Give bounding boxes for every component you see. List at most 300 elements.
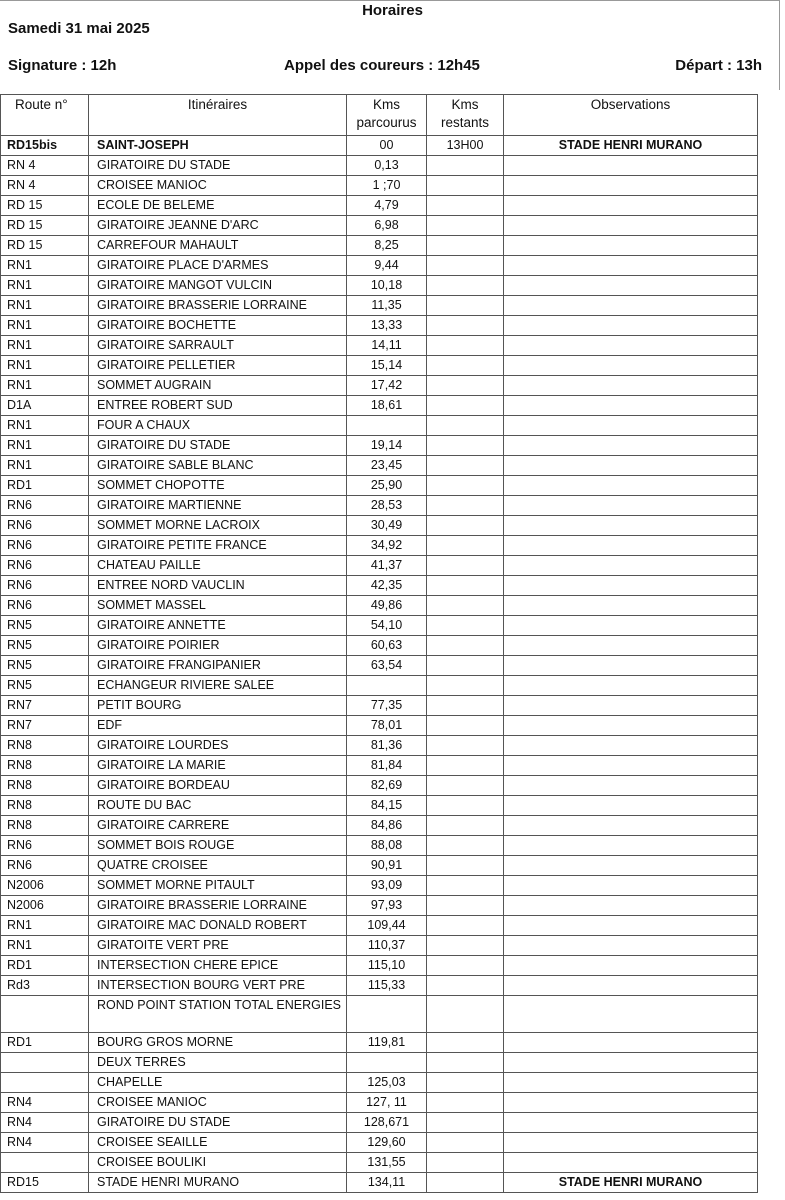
observations-cell — [504, 716, 758, 736]
table-row — [1, 456, 758, 476]
kms-restants-cell — [427, 456, 504, 476]
kms-restants-cell — [427, 156, 504, 176]
kms-restants-cell — [427, 436, 504, 456]
route-cell: RN6 — [1, 836, 89, 856]
observations-cell — [504, 176, 758, 196]
table-row — [1, 1133, 758, 1153]
observations-cell — [504, 656, 758, 676]
table-row — [1, 1053, 758, 1073]
kms-restants-cell — [427, 1033, 504, 1053]
itinerary-cell: GIRATOITE VERT PRE — [89, 936, 347, 956]
kms-restants-cell — [427, 636, 504, 656]
kms-restants-cell — [427, 196, 504, 216]
observations-cell — [504, 576, 758, 596]
observations-cell — [504, 276, 758, 296]
observations-cell — [504, 256, 758, 276]
kms-parcourus-cell: 49,86 — [347, 596, 427, 616]
table-row — [1, 476, 758, 496]
kms-restants-cell — [427, 736, 504, 756]
observations-cell — [504, 536, 758, 556]
route-cell: RN8 — [1, 736, 89, 756]
table-row — [1, 336, 758, 356]
observations-cell — [504, 316, 758, 336]
itinerary-cell: GIRATOIRE BOCHETTE — [89, 316, 347, 336]
itinerary-cell: SOMMET MORNE PITAULT — [89, 876, 347, 896]
table-row — [1, 1073, 758, 1093]
observations-cell — [504, 216, 758, 236]
kms-parcourus-cell: 63,54 — [347, 656, 427, 676]
observations-cell — [504, 1053, 758, 1073]
route-cell: RN4 — [1, 1093, 89, 1113]
route-cell: RN4 — [1, 1133, 89, 1153]
col-header-itineraires: Itinéraires — [89, 95, 347, 136]
table-row — [1, 496, 758, 516]
kms-parcourus-cell: 19,14 — [347, 436, 427, 456]
kms-restants-cell — [427, 996, 504, 1033]
kms-restants-cell — [427, 336, 504, 356]
table-row — [1, 716, 758, 736]
route-cell: RN 4 — [1, 156, 89, 176]
itinerary-cell: INTERSECTION CHERE EPICE — [89, 956, 347, 976]
itinerary-cell: EDF — [89, 716, 347, 736]
kms-parcourus-cell: 00 — [347, 136, 427, 156]
route-cell: RD 15 — [1, 196, 89, 216]
itinerary-cell: ECHANGEUR RIVIERE SALEE — [89, 676, 347, 696]
kms-parcourus-cell: 18,61 — [347, 396, 427, 416]
observations-cell — [504, 1133, 758, 1153]
route-cell: RD 15 — [1, 216, 89, 236]
observations-cell — [504, 636, 758, 656]
kms-restants-cell — [427, 316, 504, 336]
observations-cell — [504, 736, 758, 756]
table-row — [1, 156, 758, 176]
itinerary-cell: PETIT BOURG — [89, 696, 347, 716]
route-cell: RN1 — [1, 276, 89, 296]
itinerary-cell: GIRATOIRE PLACE D'ARMES — [89, 256, 347, 276]
observations-cell — [504, 396, 758, 416]
kms-parcourus-cell: 4,79 — [347, 196, 427, 216]
page-title: Horaires — [362, 2, 423, 19]
kms-parcourus-cell: 1 ;70 — [347, 176, 427, 196]
kms-parcourus-cell — [347, 416, 427, 436]
itinerary-cell: GIRATOIRE POIRIER — [89, 636, 347, 656]
observations-cell — [504, 896, 758, 916]
table-row — [1, 816, 758, 836]
kms-restants-cell — [427, 376, 504, 396]
kms-parcourus-cell: 60,63 — [347, 636, 427, 656]
kms-parcourus-cell: 8,25 — [347, 236, 427, 256]
kms-restants-cell — [427, 916, 504, 936]
route-cell — [1, 1073, 89, 1093]
table-row — [1, 416, 758, 436]
kms-parcourus-cell: 90,91 — [347, 856, 427, 876]
kms-parcourus-cell: 54,10 — [347, 616, 427, 636]
kms-parcourus-cell: 81,36 — [347, 736, 427, 756]
kms-restants-cell — [427, 256, 504, 276]
kms-parcourus-cell: 77,35 — [347, 696, 427, 716]
kms-restants-cell — [427, 276, 504, 296]
kms-parcourus-cell: 34,92 — [347, 536, 427, 556]
itinerary-cell: CROISEE MANIOC — [89, 176, 347, 196]
itinerary-cell: ROND POINT STATION TOTAL ENERGIES — [89, 996, 347, 1033]
itinerary-cell: CHAPELLE — [89, 1073, 347, 1093]
observations-cell — [504, 296, 758, 316]
route-cell — [1, 1053, 89, 1073]
route-cell: RN1 — [1, 376, 89, 396]
route-cell: RD1 — [1, 956, 89, 976]
kms-restants-cell — [427, 496, 504, 516]
observations-cell — [504, 356, 758, 376]
observations-cell — [504, 196, 758, 216]
table-row — [1, 616, 758, 636]
kms-restants-cell: 13H00 — [427, 136, 504, 156]
table-row — [1, 576, 758, 596]
table-row — [1, 976, 758, 996]
itinerary-cell: GIRATOIRE SARRAULT — [89, 336, 347, 356]
col-header-observations: Observations — [504, 95, 758, 136]
kms-restants-cell — [427, 596, 504, 616]
kms-restants-cell — [427, 816, 504, 836]
table-row — [1, 376, 758, 396]
itinerary-cell: CROISEE MANIOC — [89, 1093, 347, 1113]
itinerary-cell: GIRATOIRE MANGOT VULCIN — [89, 276, 347, 296]
itinerary-cell: ROUTE DU BAC — [89, 796, 347, 816]
kms-parcourus-cell — [347, 1053, 427, 1073]
rider-call-time: Appel des coureurs : 12h45 — [284, 57, 480, 74]
kms-parcourus-cell: 13,33 — [347, 316, 427, 336]
kms-restants-cell — [427, 216, 504, 236]
itinerary-cell: GIRATOIRE JEANNE D'ARC — [89, 216, 347, 236]
observations-cell: STADE HENRI MURANO — [504, 136, 758, 156]
table-row — [1, 776, 758, 796]
route-cell: RN1 — [1, 336, 89, 356]
kms-restants-cell — [427, 356, 504, 376]
kms-restants-cell — [427, 956, 504, 976]
route-cell: RN6 — [1, 556, 89, 576]
kms-parcourus-cell: 15,14 — [347, 356, 427, 376]
route-cell: RN6 — [1, 856, 89, 876]
kms-parcourus-cell: 9,44 — [347, 256, 427, 276]
observations-cell — [504, 416, 758, 436]
itinerary-cell: ENTREE ROBERT SUD — [89, 396, 347, 416]
col-header-route: Route n° — [1, 95, 89, 136]
table-row — [1, 556, 758, 576]
kms-restants-cell — [427, 536, 504, 556]
table-row — [1, 956, 758, 976]
observations-cell — [504, 956, 758, 976]
kms-parcourus-cell: 88,08 — [347, 836, 427, 856]
observations-cell — [504, 916, 758, 936]
kms-parcourus-cell — [347, 676, 427, 696]
table-row — [1, 756, 758, 776]
route-cell: RN6 — [1, 496, 89, 516]
kms-restants-cell — [427, 476, 504, 496]
route-cell: RN5 — [1, 656, 89, 676]
observations-cell — [504, 856, 758, 876]
observations-cell — [504, 756, 758, 776]
route-cell: RN1 — [1, 436, 89, 456]
kms-parcourus-cell: 93,09 — [347, 876, 427, 896]
itinerary-cell: QUATRE CROISEE — [89, 856, 347, 876]
route-cell: RN6 — [1, 536, 89, 556]
table-row — [1, 996, 758, 1033]
table-row — [1, 176, 758, 196]
route-cell: RN8 — [1, 756, 89, 776]
table-row — [1, 1113, 758, 1133]
observations-cell: STADE HENRI MURANO — [504, 1173, 758, 1193]
kms-parcourus-cell: 134,11 — [347, 1173, 427, 1193]
route-cell: N2006 — [1, 876, 89, 896]
signature-time: Signature : 12h — [8, 57, 117, 74]
itinerary-cell: CROISEE SEAILLE — [89, 1133, 347, 1153]
itinerary-cell: GIRATOIRE DU STADE — [89, 436, 347, 456]
table-row — [1, 596, 758, 616]
table-row — [1, 896, 758, 916]
kms-parcourus-cell: 129,60 — [347, 1133, 427, 1153]
route-cell: RN6 — [1, 576, 89, 596]
observations-cell — [504, 596, 758, 616]
table-row — [1, 796, 758, 816]
kms-restants-cell — [427, 876, 504, 896]
table-row — [1, 1173, 758, 1193]
itinerary-cell: SAINT-JOSEPH — [89, 136, 347, 156]
itinerary-cell: CHATEAU PAILLE — [89, 556, 347, 576]
route-cell: D1A — [1, 396, 89, 416]
route-cell: RD 15 — [1, 236, 89, 256]
kms-parcourus-cell: 81,84 — [347, 756, 427, 776]
kms-restants-cell — [427, 676, 504, 696]
table-row — [1, 316, 758, 336]
route-cell: RN1 — [1, 256, 89, 276]
table-row — [1, 216, 758, 236]
race-date: Samedi 31 mai 2025 — [8, 20, 150, 37]
table-body — [1, 136, 758, 1193]
kms-parcourus-cell: 25,90 — [347, 476, 427, 496]
frame-top-line — [0, 0, 779, 1]
itinerary-cell: SOMMET AUGRAIN — [89, 376, 347, 396]
kms-parcourus-cell: 84,15 — [347, 796, 427, 816]
kms-restants-cell — [427, 716, 504, 736]
kms-restants-cell — [427, 176, 504, 196]
kms-parcourus-cell: 28,53 — [347, 496, 427, 516]
kms-restants-cell — [427, 576, 504, 596]
observations-cell — [504, 1033, 758, 1053]
route-cell: RN6 — [1, 516, 89, 536]
observations-cell — [504, 936, 758, 956]
itinerary-cell: GIRATOIRE LA MARIE — [89, 756, 347, 776]
kms-restants-cell — [427, 656, 504, 676]
route-cell: RD1 — [1, 476, 89, 496]
route-cell: RN1 — [1, 316, 89, 336]
kms-restants-cell — [427, 616, 504, 636]
kms-restants-cell — [427, 296, 504, 316]
kms-restants-cell — [427, 1173, 504, 1193]
kms-restants-cell — [427, 1093, 504, 1113]
table-row — [1, 856, 758, 876]
schedule-table — [0, 94, 758, 1193]
itinerary-cell: INTERSECTION BOURG VERT PRE — [89, 976, 347, 996]
kms-parcourus-cell: 0,13 — [347, 156, 427, 176]
start-time: Départ : 13h — [675, 57, 762, 74]
observations-cell — [504, 776, 758, 796]
kms-parcourus-cell: 119,81 — [347, 1033, 427, 1053]
col-header-kms-parcourus: Kms parcourus — [347, 95, 427, 136]
observations-cell — [504, 456, 758, 476]
kms-restants-cell — [427, 756, 504, 776]
itinerary-cell: DEUX TERRES — [89, 1053, 347, 1073]
route-cell: RN 4 — [1, 176, 89, 196]
itinerary-cell: CARREFOUR MAHAULT — [89, 236, 347, 256]
kms-parcourus-cell: 42,35 — [347, 576, 427, 596]
itinerary-cell: SOMMET BOIS ROUGE — [89, 836, 347, 856]
route-cell: RN6 — [1, 596, 89, 616]
route-cell — [1, 1153, 89, 1173]
table-row — [1, 656, 758, 676]
kms-restants-cell — [427, 836, 504, 856]
observations-cell — [504, 376, 758, 396]
route-cell: RN1 — [1, 296, 89, 316]
table-row — [1, 536, 758, 556]
itinerary-cell: SOMMET CHOPOTTE — [89, 476, 347, 496]
route-cell: RN8 — [1, 796, 89, 816]
observations-cell — [504, 496, 758, 516]
kms-parcourus-cell: 10,18 — [347, 276, 427, 296]
route-cell: RN1 — [1, 416, 89, 436]
itinerary-cell: ENTREE NORD VAUCLIN — [89, 576, 347, 596]
kms-parcourus-cell: 17,42 — [347, 376, 427, 396]
kms-restants-cell — [427, 796, 504, 816]
kms-parcourus-cell: 127, 11 — [347, 1093, 427, 1113]
kms-restants-cell — [427, 776, 504, 796]
route-cell: RN1 — [1, 356, 89, 376]
kms-parcourus-cell: 109,44 — [347, 916, 427, 936]
kms-restants-cell — [427, 1073, 504, 1093]
route-cell: RN7 — [1, 716, 89, 736]
kms-restants-cell — [427, 936, 504, 956]
table-row — [1, 836, 758, 856]
kms-restants-cell — [427, 896, 504, 916]
itinerary-cell: GIRATOIRE DU STADE — [89, 1113, 347, 1133]
itinerary-cell: STADE HENRI MURANO — [89, 1173, 347, 1193]
observations-cell — [504, 1093, 758, 1113]
table-row — [1, 1033, 758, 1053]
kms-restants-cell — [427, 1153, 504, 1173]
kms-parcourus-cell: 30,49 — [347, 516, 427, 536]
table-row — [1, 936, 758, 956]
observations-cell — [504, 476, 758, 496]
route-cell — [1, 996, 89, 1033]
route-cell: RN5 — [1, 636, 89, 656]
kms-parcourus-cell: 6,98 — [347, 216, 427, 236]
observations-cell — [504, 1153, 758, 1173]
observations-cell — [504, 616, 758, 636]
route-cell: RN1 — [1, 456, 89, 476]
route-cell: Rd3 — [1, 976, 89, 996]
kms-parcourus-cell: 41,37 — [347, 556, 427, 576]
table-row — [1, 676, 758, 696]
kms-parcourus-cell: 131,55 — [347, 1153, 427, 1173]
observations-cell — [504, 236, 758, 256]
observations-cell — [504, 516, 758, 536]
observations-cell — [504, 676, 758, 696]
itinerary-cell: GIRATOIRE CARRERE — [89, 816, 347, 836]
observations-cell — [504, 836, 758, 856]
itinerary-cell: GIRATOIRE FRANGIPANIER — [89, 656, 347, 676]
kms-restants-cell — [427, 556, 504, 576]
itinerary-cell: GIRATOIRE BRASSERIE LORRAINE — [89, 296, 347, 316]
kms-parcourus-cell — [347, 996, 427, 1033]
kms-parcourus-cell: 110,37 — [347, 936, 427, 956]
observations-cell — [504, 976, 758, 996]
table-row — [1, 736, 758, 756]
kms-parcourus-cell: 115,33 — [347, 976, 427, 996]
route-cell: RN8 — [1, 776, 89, 796]
observations-cell — [504, 996, 758, 1033]
kms-restants-cell — [427, 1113, 504, 1133]
observations-cell — [504, 876, 758, 896]
table-row — [1, 196, 758, 216]
route-cell: RN8 — [1, 816, 89, 836]
route-cell: RD1 — [1, 1033, 89, 1053]
table-row — [1, 276, 758, 296]
route-cell: RN4 — [1, 1113, 89, 1133]
table-row — [1, 136, 758, 156]
itinerary-cell: GIRATOIRE ANNETTE — [89, 616, 347, 636]
itinerary-cell: ECOLE DE BELEME — [89, 196, 347, 216]
itinerary-cell: GIRATOIRE MARTIENNE — [89, 496, 347, 516]
itinerary-cell: GIRATOIRE LOURDES — [89, 736, 347, 756]
observations-cell — [504, 156, 758, 176]
observations-cell — [504, 336, 758, 356]
kms-restants-cell — [427, 856, 504, 876]
observations-cell — [504, 436, 758, 456]
kms-parcourus-cell: 78,01 — [347, 716, 427, 736]
table-row — [1, 696, 758, 716]
col-header-kms-restants: Kms restants — [427, 95, 504, 136]
observations-cell — [504, 556, 758, 576]
kms-parcourus-cell: 125,03 — [347, 1073, 427, 1093]
kms-parcourus-cell: 128,671 — [347, 1113, 427, 1133]
observations-cell — [504, 1113, 758, 1133]
itinerary-cell: FOUR A CHAUX — [89, 416, 347, 436]
observations-cell — [504, 1073, 758, 1093]
route-cell: N2006 — [1, 896, 89, 916]
kms-parcourus-cell: 14,11 — [347, 336, 427, 356]
table-row — [1, 296, 758, 316]
kms-restants-cell — [427, 396, 504, 416]
route-cell: RN5 — [1, 616, 89, 636]
itinerary-cell: GIRATOIRE PETITE FRANCE — [89, 536, 347, 556]
itinerary-cell: GIRATOIRE MAC DONALD ROBERT — [89, 916, 347, 936]
table-row — [1, 256, 758, 276]
kms-restants-cell — [427, 416, 504, 436]
observations-cell — [504, 796, 758, 816]
table-row — [1, 636, 758, 656]
kms-parcourus-cell: 97,93 — [347, 896, 427, 916]
itinerary-cell: GIRATOIRE BORDEAU — [89, 776, 347, 796]
table-row — [1, 916, 758, 936]
table-row — [1, 396, 758, 416]
kms-restants-cell — [427, 1053, 504, 1073]
table-row — [1, 516, 758, 536]
table-row — [1, 1153, 758, 1173]
kms-parcourus-cell: 23,45 — [347, 456, 427, 476]
table-row — [1, 436, 758, 456]
kms-restants-cell — [427, 976, 504, 996]
observations-cell — [504, 696, 758, 716]
itinerary-cell: GIRATOIRE SABLE BLANC — [89, 456, 347, 476]
itinerary-cell: GIRATOIRE PELLETIER — [89, 356, 347, 376]
